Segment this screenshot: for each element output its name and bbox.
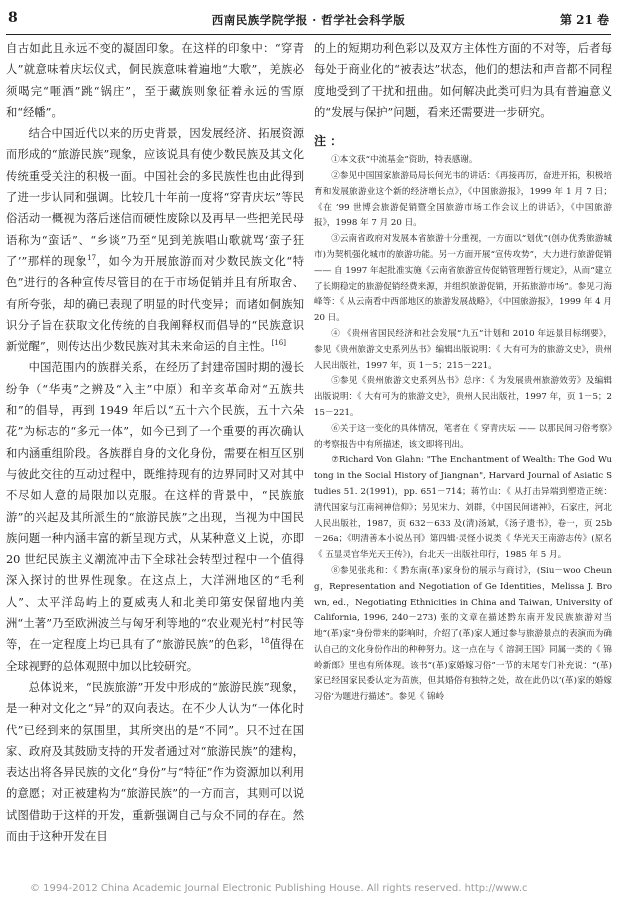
note-item: ⑥关于这一变化的具体情况，笔者在《 穿青庆坛 —— 以那民间习俗考察》的考察报告中有所描述，该文即将刊出。: [314, 423, 612, 450]
volume-label: 第 21 卷: [559, 13, 609, 27]
notes-list: [314, 153, 612, 706]
note-item: ④ 《贵州省国民经济和社会发展“九五”计划和 2010 年远景目标纲要》，参见《贵州旅游文史系列丛书》编辑出版说明：《 大有可为的旅游文史》，贵州人民出版社，1997 年，页 1－5；215－221。: [314, 328, 612, 371]
note-item: ⑦Richard Von Glahn: "The Enchantment of Wealth: The God Wutong in the Social History of Jiangnan", Harvard Journal of Asiatic Studies 51. 2(1991)，pp. 651－714；蒋竹山：《 从打击异端到塑造正统：清代国家与江南祠神信仰》；另见宋力、刘群，《中国民间诸神》，石家庄，河北人民出版社，1987，页 632－633 及(清)汤斌，《汤子遗书》，卷一，页 25b－26a；《明清善本小说丛刊》第四辑·灵怪小说类《 华光天王南游志传》(原名《 五显灵官华光天王传》)，台北天一出版社印行，1985 年 5 月。: [314, 455, 612, 561]
citation-superscript: 18: [260, 637, 270, 646]
body-paragraph-2-text-b: ，如今为开展旅游而对少数民族文化“特色”进行的各种宣传尽管目的在于市场促销并且有所取舍、有所夸张，却的确已表现了明显的时代变异；而诸如侗族知识分子旨在获取文化传统的自我阐释权而倡导的“民族意识新觉醒”，则传达出少数民族对其未来命运的自主性。: [6, 254, 305, 354]
note-item: ⑤参见《贵州旅游文史系列丛书》总序：《 为发展贵州旅游效劳》及编辑出版说明：《 大有可为的旅游文史》，贵州人民出版社，1997 年，页 1－5；215－221。: [314, 376, 612, 418]
body-paragraph-1: 自古如此且永远不变的凝固印象。在这样的印象中：“穿青人”就意味着庆坛仪式，侗民族意味着遍地“大歌”，羌族必须喝完“咂酒”跳“锅庄”，至于藏族则象征着永远的雪原和“经幡”。: [6, 42, 304, 119]
note-item: ②参见中国国家旅游局局长何光韦的讲话：《再接再厉，奋进开拓，积极培育和发展旅游业这个新的经济增长点》，《中国旅游报》，1999 年 1 月 7 日；《在 ’99 世博会旅游促销暨全国旅游市场工作会议上的讲话》，《中国旅游报》，1998 年 7 月 20 日。: [314, 170, 612, 229]
body-paragraph-5: 的上的短期功利色彩以及双方主体性方面的不对等，后者每每处于商业化的“被表达”状态，他们的想法和声音都不同程度地受到了干扰和扭曲。如何解决此类可归为具有普遍意义的“发展与保护”问题，看来还需要进一步研究。: [314, 42, 612, 119]
citation-superscript: [16]: [271, 339, 286, 348]
notes-heading: 注 ：: [314, 134, 343, 149]
page-header: [6, 10, 611, 35]
body-paragraph-3-text-b: 值得在全球视野的总体观照中加以比较研究。: [6, 638, 304, 673]
page-number: 8: [8, 10, 18, 26]
note-item: ⑧参见张兆和：《 黔东南(革)家身份的展示与商讨》，(Siu－woo Cheung，Representation and Negotiation of Ge Identities，Melissa J. Brown, ed.，Negotiating Ethnicities in China and Taiwan, University of California, 1996, 240－273) 张的文章在描述黔东南开发民族旅游对当地“(革)家”身份带来的影响时，介绍了(革)家人通过参与旅游景点的表演而为确认自己的文化身份作出的种种努力。这一点在与《 溶洞王国》同属一类的《 锦岭新郎》里也有所体现。该书“(革)家婚嫁习俗”一节的末尾专门补充说：“(革)家已经国家民委认定为苗族，但其婚俗有独特之处，故在此仍以‘(革)家的婚嫁习俗’为题进行描述”。参见《 锦岭: [314, 565, 612, 703]
right-column: [314, 38, 612, 706]
copyright-watermark: © 1994-2012 China Academic Journal Electronic Publishing House. All rights reserved. http://www.c: [30, 883, 528, 894]
body-paragraph-4: 总体说来，“民族旅游”开发中形成的“旅游民族”现象，是一种对文化之“异”的双向表达。在不少人认为“一体化时代”已经到来的氛围里，其所突出的是“不同”。只不过在国家、政府及其鼓励支持的开发者通过对“旅游民族”的建构，表达出将各异民族的文化“身份”与“特征”作为资源加以利用的意愿；对正被建构为“旅游民族”的一方而言，其则可以说试图借助于这样的开发，重新强调自己与众不同的存在。然而由于这种开发在目: [6, 680, 304, 843]
citation-superscript: 17: [87, 254, 97, 263]
journal-title: 西南民族学院学报 · 哲学社会科学版: [211, 13, 406, 27]
body-paragraph-2: [6, 123, 304, 357]
note-item: ③云南省政府对发展本省旅游十分重视，一方面以“划优”(创办优秀旅游城市)为契机强化城市的旅游功能。另一方面开展“宣传攻势”，大力进行旅游促销 —— 自 1997 年起批准实施《云南省旅游宣传促销管理暂行规定》，从而“建立了长期稳定的旅游促销经费来源，并组织旅游促销，开拓旅游市场”。参见刁海峰等：《 从云南看中西部地区的旅游发展战略》，《中国旅游报》，1999 年 4 月 20 日。: [314, 234, 612, 324]
left-column: [6, 38, 304, 847]
note-item: ①本文获“中流基金”资助，特表感谢。: [331, 155, 478, 166]
body-paragraph-3-text: 中国范围内的族群关系，在经历了封建帝国时期的漫长纷争（“华夷”之辨及“入主”中原）和辛亥革命对“五族共和”的倡导，再到 1949 年后以“五十六个民族，五十六朵花”为标志的“多元一体”，如今已到了一个重要的再次确认和内涵重组阶段。各族群自身的文化身份，需要在相互区别与彼此交往的互动过程中，既维持现有的边界同时又对其中不尽如人意的局限加以克服。在这样的背景中，“民族旅游”的兴起及其所派生的“旅游民族”之出现，当视为中国民族问题一种内涵丰富的新呈现方式，从某种意义上说，亦即 20 世纪民族主义潮流冲击下全球社会转型过程中一个值得深入探讨的世界性现象。在这点上，大洋洲地区的“毛利人”、太平洋岛屿上的夏威夷人和北美印第安保留地内美洲“土著”乃至欧洲波兰与匈牙利等地的“农业观光村”村民等等，在一定程度上均已具有了“旅游民族”的色彩，: [6, 361, 304, 652]
body-paragraph-3: [6, 357, 304, 676]
body-paragraph-2-text: 结合中国近代以来的历史背景，因发展经济、拓展资源而形成的“旅游民族”现象，应该说具有使少数民族及其文化传统重受关注的积极一面。中国社会的多民族性也由此得到了进一步认同和强调。比较几十年前一度将“穿青庆坛”等民俗活动一概视为落后迷信而硬性废除以及再早一些把羌民母语称为“蛮话”、“乡谈”乃至“见到羌族唱山歌就骂‘蛮子狂了’”那样的现象: [6, 127, 304, 268]
